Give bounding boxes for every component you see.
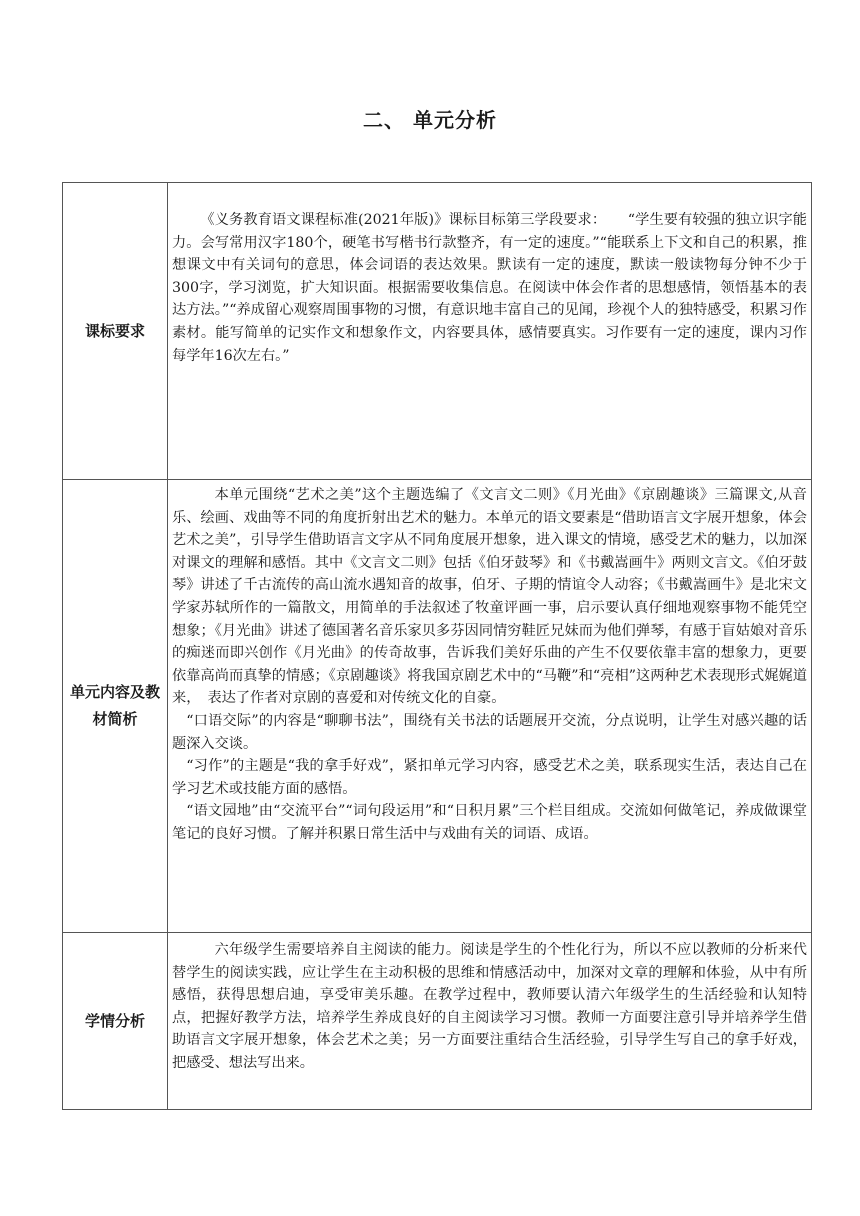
row-label-student-analysis: 学情分析 <box>63 933 168 1110</box>
row-content-unit-content <box>168 480 812 933</box>
unit-content-paragraph-3: “习作”的主题是“我的拿手好戏”，紧扣单元学习内容，感受艺术之美，联系现实生活，表达自己在学习艺术或技能方面的感悟。 <box>172 758 807 797</box>
row-label-curriculum-standard: 课标要求 <box>63 183 168 480</box>
curriculum-paragraph: 《义务教育语文课程标准(2021年版)》课标目标第三学段要求： “学生要有较强的独立识字能力。会写常用汉字180个，硬笔书写楷书行款整齐，有一定的速度。”“能联系上下文和自己的积累，推想课文中有关词句的意思，体会词语的表达效果。默读有一定的速度，默读一般读物每分钟不少于300字，学习浏览，扩大知识面。根据需要收集信息。在阅读中体会作者的思想感情，领悟基本的表达方法。”“养成留心观察周围事物的习惯，有意识地丰富自己的见闻，珍视个人的独特感受，积累习作素材。能写简单的记实作文和想象作文，内容要具体，感情要真实。习作要有一定的速度，课内习作每学年16次左右。” <box>172 212 807 364</box>
row-content-curriculum-standard <box>168 183 812 480</box>
row-label-unit-content: 单元内容及教材简析 <box>63 480 168 933</box>
unit-content-paragraph-2: “口语交际”的内容是“聊聊书法”，围绕有关书法的话题展开交流，分点说明，让学生对感兴趣的话题深入交谈。 <box>172 712 807 752</box>
unit-content-paragraph-4: “语文园地”由“交流平台”“词句段运用”和“日积月累”三个栏目组成。交流如何做笔记，养成做课堂笔记的良好习惯。了解并积累日常生活中与戏曲有关的词语、成语。 <box>172 803 807 842</box>
unit-content-paragraph-1: 本单元围绕“艺术之美”这个主题选编了《文言文二则》《月光曲》《京剧趣谈》三篇课文,从音乐、绘画、戏曲等不同的角度折射出艺术的魅力。本单元的语文要素是“借助语言文字展开想象，体会艺术之美”，引导学生借助语言文字从不同角度展开想象，进入课文的情境，感受艺术的魅力，以加深对课文的理解和感悟。其中《文言文二则》包括《伯牙鼓琴》和《书戴嵩画牛》两则文言文。《伯牙鼓琴》讲述了千古流传的高山流水遇知音的故事，伯牙、子期的情谊令人动容；《书戴嵩画牛》是北宋文学家苏轼所作的一篇散文，用简单的手法叙述了牧童评画一事，启示要认真仔细地观察事物不能凭空想象；《月光曲》讲述了德国著名音乐家贝多芬因同情穷鞋匠兄妹而为他们弹琴，有感于盲姑娘对音乐的痴迷而即兴创作《月光曲》的传奇故事，告诉我们美好乐曲的产生不仅要依靠丰富的想象力，更要依靠高尚而真挚的情感；《京剧趣谈》将我国京剧艺术中的“马鞭”和“亮相”这两种艺术表现形式娓娓道来， 表达了作者对京剧的喜爱和对传统文化的自豪。 <box>172 487 807 707</box>
page-title: 二、 单元分析 <box>363 108 497 132</box>
table-row <box>63 480 812 933</box>
row-content-student-analysis <box>168 933 812 1110</box>
table-row <box>63 933 812 1110</box>
table-row <box>63 183 812 480</box>
student-analysis-paragraph: 六年级学生需要培养自主阅读的能力。阅读是学生的个性化行为，所以不应以教师的分析来代替学生的阅读实践，应让学生在主动积极的思维和情感活动中，加深对文章的理解和体验，从中有所感悟，获得思想启迪，享受审美乐趣。在教学过程中，教师要认清六年级学生的生活经验和认知特点，把握好教学方法，培养学生养成良好的自主阅读学习习惯。教师一方面要注意引导并培养学生借助语言文字展开想象，体会艺术之美；另一方面要注重结合生活经验，引导学生写自己的拿手好戏，把感受、想法写出来。 <box>172 942 807 1071</box>
unit-analysis-table <box>62 182 812 1110</box>
